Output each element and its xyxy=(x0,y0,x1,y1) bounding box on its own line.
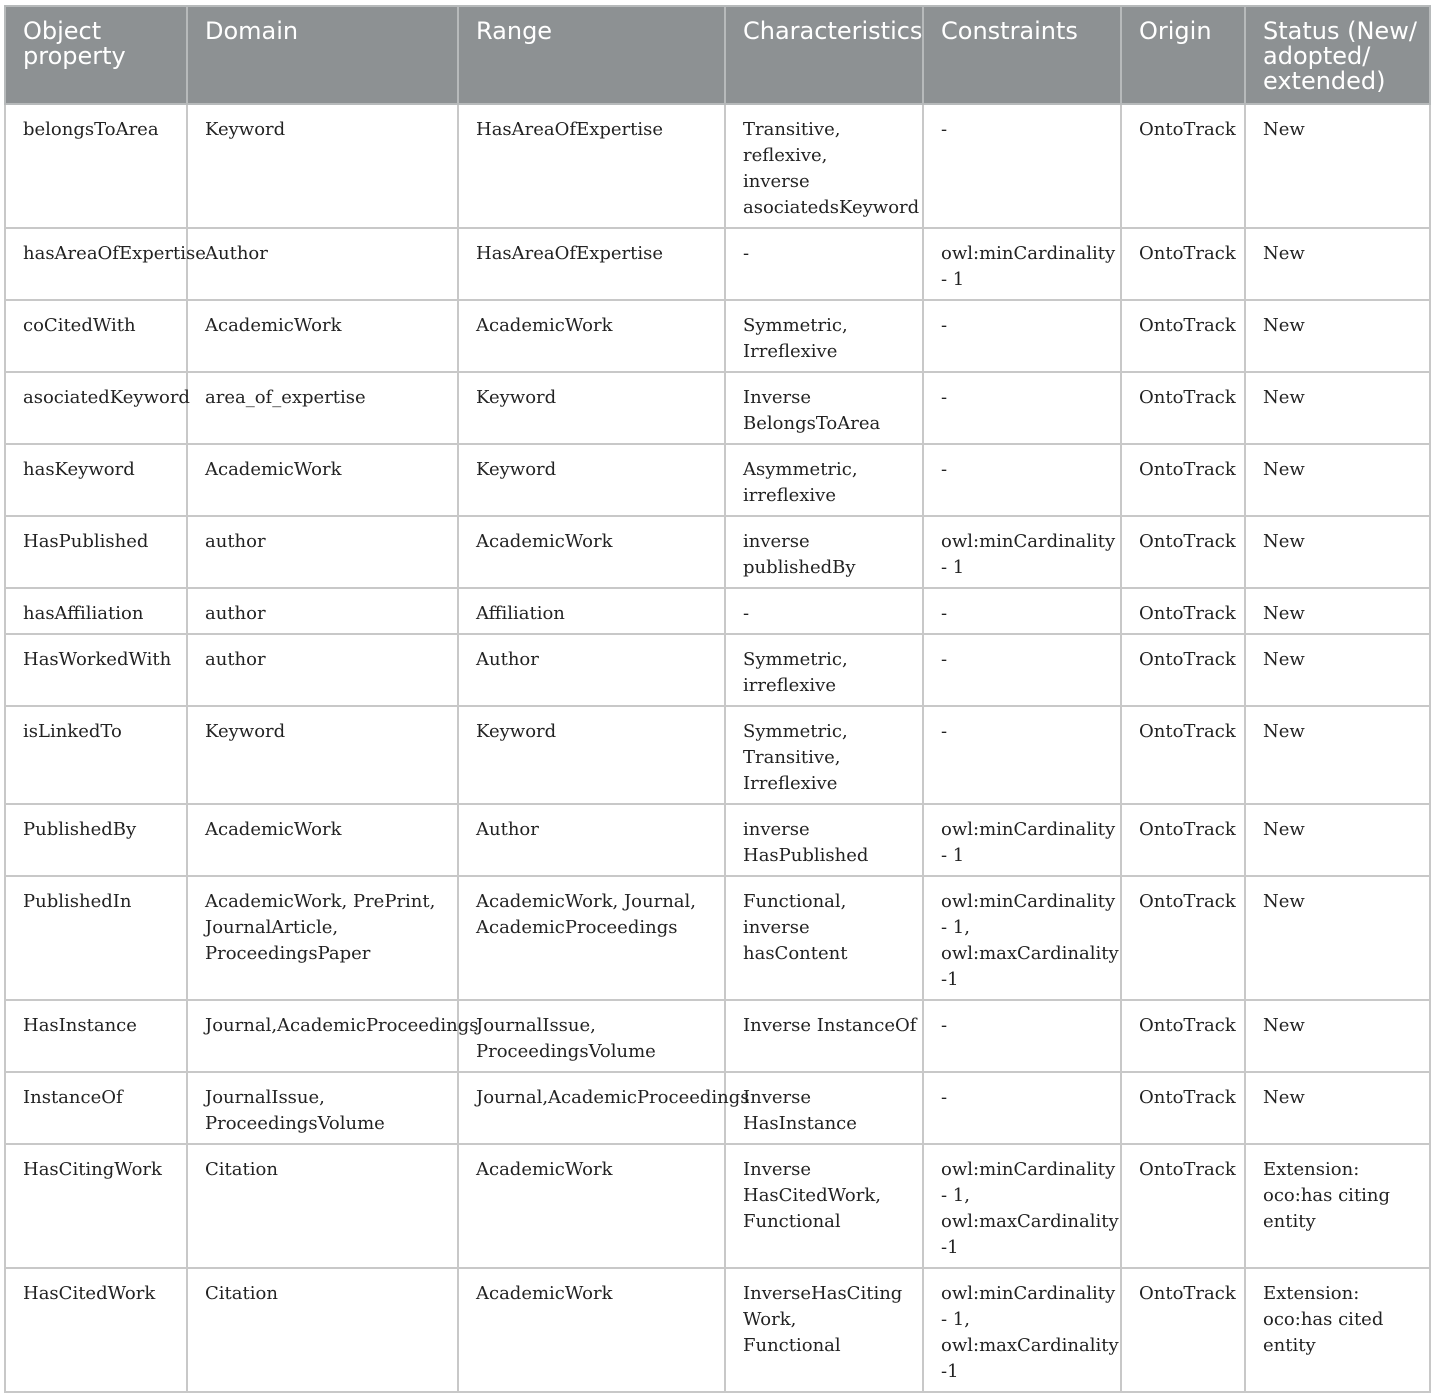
table-row xyxy=(5,444,1430,516)
cell-object-property: hasAffiliation xyxy=(5,588,187,634)
cell-range: Affiliation xyxy=(458,588,725,634)
cell-status: New xyxy=(1245,372,1430,444)
cell-constraints: owl:minCardinality - 1 xyxy=(923,804,1121,876)
cell-characteristics: Symmetric, Irreflexive xyxy=(725,300,923,372)
table-row xyxy=(5,300,1430,372)
cell-characteristics: Functional, inverse hasContent xyxy=(725,876,923,1000)
cell-object-property: HasInstance xyxy=(5,1000,187,1072)
cell-constraints: owl:minCardinality - 1 xyxy=(923,516,1121,588)
cell-constraints: - xyxy=(923,444,1121,516)
cell-status: New xyxy=(1245,588,1430,634)
cell-object-property: belongsToArea xyxy=(5,104,187,228)
cell-constraints: owl:minCardinality - 1 xyxy=(923,228,1121,300)
cell-object-property: coCitedWith xyxy=(5,300,187,372)
cell-object-property: HasCitedWork xyxy=(5,1268,187,1392)
cell-range: HasAreaOfExpertise xyxy=(458,104,725,228)
cell-status: New xyxy=(1245,104,1430,228)
cell-characteristics: - xyxy=(725,588,923,634)
cell-constraints: owl:minCardinality - 1, owl:maxCardinality -1 xyxy=(923,1268,1121,1392)
cell-range: HasAreaOfExpertise xyxy=(458,228,725,300)
header-status: Status (New/ adopted/ extended) xyxy=(1245,6,1430,104)
cell-status: New xyxy=(1245,1072,1430,1144)
cell-status: New xyxy=(1245,634,1430,706)
header-characteristics: Characteristics xyxy=(725,6,923,104)
cell-origin: OntoTrack xyxy=(1121,1144,1245,1268)
cell-object-property: hasKeyword xyxy=(5,444,187,516)
cell-range: Author xyxy=(458,634,725,706)
cell-domain: AcademicWork xyxy=(187,804,458,876)
cell-range: AcademicWork xyxy=(458,1144,725,1268)
cell-constraints: owl:minCardinality - 1, owl:maxCardinality -1 xyxy=(923,1144,1121,1268)
cell-origin: OntoTrack xyxy=(1121,104,1245,228)
table-row xyxy=(5,228,1430,300)
cell-range: Keyword xyxy=(458,372,725,444)
cell-characteristics: Transitive, reflexive, inverse asociatedsKeyword xyxy=(725,104,923,228)
cell-domain: author xyxy=(187,634,458,706)
cell-range: JournalIssue, ProceedingsVolume xyxy=(458,1000,725,1072)
cell-constraints: owl:minCardinality - 1, owl:maxCardinality -1 xyxy=(923,876,1121,1000)
cell-object-property: PublishedBy xyxy=(5,804,187,876)
table-body xyxy=(5,104,1430,1392)
cell-characteristics: inverse HasPublished xyxy=(725,804,923,876)
cell-domain: Keyword xyxy=(187,706,458,804)
cell-constraints: - xyxy=(923,372,1121,444)
cell-origin: OntoTrack xyxy=(1121,372,1245,444)
cell-origin: OntoTrack xyxy=(1121,444,1245,516)
cell-status: New xyxy=(1245,1000,1430,1072)
cell-characteristics: inverse publishedBy xyxy=(725,516,923,588)
cell-range: AcademicWork xyxy=(458,1268,725,1392)
cell-domain: AcademicWork, PrePrint, JournalArticle, ProceedingsPaper xyxy=(187,876,458,1000)
cell-status: New xyxy=(1245,706,1430,804)
cell-characteristics: Inverse BelongsToArea xyxy=(725,372,923,444)
cell-domain: author xyxy=(187,588,458,634)
cell-object-property: PublishedIn xyxy=(5,876,187,1000)
cell-characteristics: Symmetric, irreflexive xyxy=(725,634,923,706)
cell-domain: Author xyxy=(187,228,458,300)
cell-range: Keyword xyxy=(458,444,725,516)
cell-range: AcademicWork xyxy=(458,300,725,372)
table-row xyxy=(5,706,1430,804)
cell-object-property: asociatedKeyword xyxy=(5,372,187,444)
ontology-object-properties-table xyxy=(4,5,1431,1393)
header-constraints: Constraints xyxy=(923,6,1121,104)
cell-origin: OntoTrack xyxy=(1121,706,1245,804)
cell-domain: Keyword xyxy=(187,104,458,228)
cell-origin: OntoTrack xyxy=(1121,300,1245,372)
cell-origin: OntoTrack xyxy=(1121,804,1245,876)
table-header xyxy=(5,6,1430,104)
cell-status: New xyxy=(1245,876,1430,1000)
header-range: Range xyxy=(458,6,725,104)
cell-object-property: HasWorkedWith xyxy=(5,634,187,706)
cell-constraints: - xyxy=(923,104,1121,228)
cell-characteristics: Inverse HasInstance xyxy=(725,1072,923,1144)
cell-characteristics: InverseHasCiting Work, Functional xyxy=(725,1268,923,1392)
cell-domain: area_of_expertise xyxy=(187,372,458,444)
cell-origin: OntoTrack xyxy=(1121,634,1245,706)
cell-domain: JournalIssue, ProceedingsVolume xyxy=(187,1072,458,1144)
table-row xyxy=(5,1072,1430,1144)
cell-status: Extension: oco:has cited entity xyxy=(1245,1268,1430,1392)
cell-characteristics: - xyxy=(725,228,923,300)
cell-characteristics: Inverse HasCitedWork, Functional xyxy=(725,1144,923,1268)
cell-origin: OntoTrack xyxy=(1121,588,1245,634)
cell-origin: OntoTrack xyxy=(1121,228,1245,300)
cell-status: New xyxy=(1245,300,1430,372)
cell-origin: OntoTrack xyxy=(1121,1268,1245,1392)
cell-origin: OntoTrack xyxy=(1121,1000,1245,1072)
table-row xyxy=(5,1268,1430,1392)
cell-constraints: - xyxy=(923,588,1121,634)
cell-range: AcademicWork, Journal, AcademicProceedings xyxy=(458,876,725,1000)
header-origin: Origin xyxy=(1121,6,1245,104)
cell-object-property: hasAreaOfExpertise xyxy=(5,228,187,300)
header-object-property: Object property xyxy=(5,6,187,104)
cell-constraints: - xyxy=(923,1000,1121,1072)
cell-constraints: - xyxy=(923,300,1121,372)
table-row xyxy=(5,1144,1430,1268)
cell-object-property: HasPublished xyxy=(5,516,187,588)
cell-constraints: - xyxy=(923,706,1121,804)
cell-status: New xyxy=(1245,804,1430,876)
cell-origin: OntoTrack xyxy=(1121,516,1245,588)
cell-range: AcademicWork xyxy=(458,516,725,588)
cell-object-property: HasCitingWork xyxy=(5,1144,187,1268)
table-row xyxy=(5,516,1430,588)
table-row xyxy=(5,1000,1430,1072)
table-row xyxy=(5,804,1430,876)
cell-domain: author xyxy=(187,516,458,588)
cell-characteristics: Asymmetric, irreflexive xyxy=(725,444,923,516)
cell-origin: OntoTrack xyxy=(1121,1072,1245,1144)
cell-object-property: InstanceOf xyxy=(5,1072,187,1144)
cell-object-property: isLinkedTo xyxy=(5,706,187,804)
table-row xyxy=(5,634,1430,706)
cell-domain: Citation xyxy=(187,1144,458,1268)
cell-characteristics: Inverse InstanceOf xyxy=(725,1000,923,1072)
table-row xyxy=(5,104,1430,228)
cell-domain: AcademicWork xyxy=(187,444,458,516)
cell-status: New xyxy=(1245,516,1430,588)
cell-status: Extension: oco:has citing entity xyxy=(1245,1144,1430,1268)
cell-domain: AcademicWork xyxy=(187,300,458,372)
cell-origin: OntoTrack xyxy=(1121,876,1245,1000)
cell-characteristics: Symmetric, Transitive, Irreflexive xyxy=(725,706,923,804)
table-row xyxy=(5,588,1430,634)
cell-domain: Citation xyxy=(187,1268,458,1392)
cell-range: Author xyxy=(458,804,725,876)
cell-range: Journal,AcademicProceedings xyxy=(458,1072,725,1144)
cell-status: New xyxy=(1245,228,1430,300)
table-row xyxy=(5,876,1430,1000)
cell-constraints: - xyxy=(923,1072,1121,1144)
cell-range: Keyword xyxy=(458,706,725,804)
cell-status: New xyxy=(1245,444,1430,516)
header-domain: Domain xyxy=(187,6,458,104)
cell-constraints: - xyxy=(923,634,1121,706)
header-row xyxy=(5,6,1430,104)
table-row xyxy=(5,372,1430,444)
cell-domain: Journal,AcademicProceedings xyxy=(187,1000,458,1072)
